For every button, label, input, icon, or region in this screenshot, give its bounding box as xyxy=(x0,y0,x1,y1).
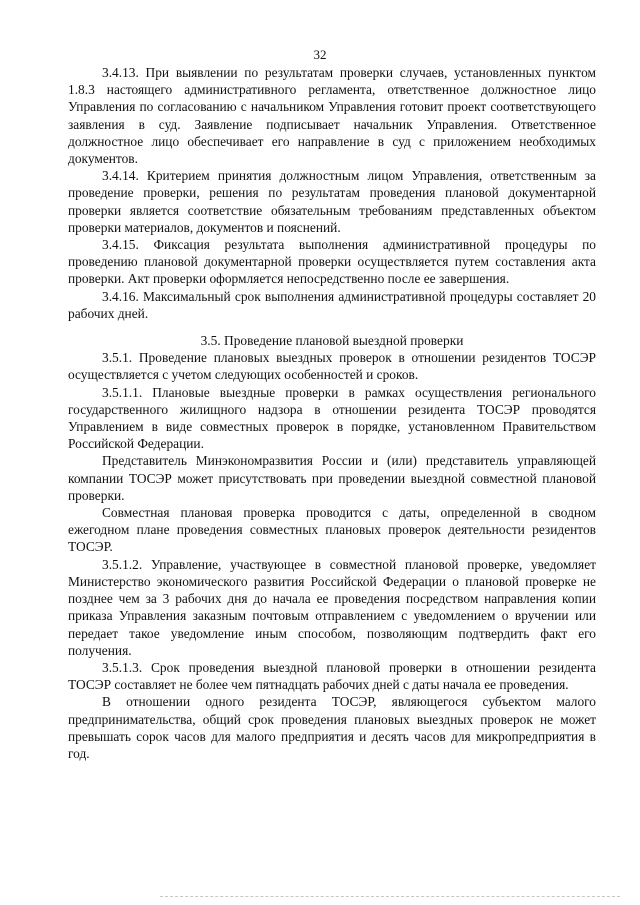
paragraph-3-4-15: 3.4.15. Фиксация результата выполнения административной процедуры по проведению плановой документарной проверки осуществляется путем составления акта проверки. Акт проверки оформляется непосредственно после ее завершения. xyxy=(68,237,596,287)
paragraph-joint-inspection: Совместная плановая проверка проводится с даты, определенной в сводном ежегодном плане проведения совместных плановых проверок деятельности резидентов ТОСЭР. xyxy=(68,505,596,555)
paragraph-representative: Представитель Минэкономразвития России и (или) представитель управляющей компании ТОСЭР может присутствовать при проведении выездной совместной плановой проверки. xyxy=(68,453,596,503)
document-body xyxy=(68,64,596,762)
page-number: 32 xyxy=(313,47,327,62)
paragraph-3-4-14: 3.4.14. Критерием принятия должностным лицом Управления, ответственным за проведение проверки, решения по результатам проведения плановой документарной проверки является соответствие обязательным требованиям представленных объектом проверки материалов, документов и пояснений. xyxy=(68,168,596,235)
paragraph-3-5-1: 3.5.1. Проведение плановых выездных проверок в отношении резидентов ТОСЭР осуществляется с учетом следующих особенностей и сроков. xyxy=(68,350,596,383)
paragraph-3-4-13: 3.4.13. При выявлении по результатам проверки случаев, установленных пунктом 1.8.3 настоящего административного регламента, ответственное должностное лицо Управления по согласованию с начальником Управления готовит проект соответствующего заявления в суд. Заявление подписывает начальник Управления. Ответственное должностное лицо обеспечивает его направление в суд с приложением необходимых документов. xyxy=(68,65,596,167)
paragraph-3-5-1-2: 3.5.1.2. Управление, участвующее в совместной плановой проверке, уведомляет Министерство экономического развития Российской Федерации о плановой проверке не позднее чем за 3 рабочих дня до начала ее проведения посредством направления копии приказа Управления заказным почтовым отправлением с уведомлением о вручении или передает такое уведомление иным способом, позволяющим подтвердить факт его получения. xyxy=(68,556,596,658)
paragraph-3-5-1-1: 3.5.1.1. Плановые выездные проверки в рамках осуществления регионального государственного жилищного надзора в отношении резидента ТОСЭР проводятся Управлением в виде совместных проверок в порядке, установленном Правительством Российской Федерации. xyxy=(68,384,596,452)
paragraph-small-business: В отношении одного резидента ТОСЭР, являющегося субъектом малого предпринимательства, общий срок проведения плановых выездных проверок не может превышать сорок часов для малого предприятия и десять часов для микропредприятия в год. xyxy=(68,694,596,761)
section-heading: 3.5. Проведение плановой выездной проверки xyxy=(200,333,464,349)
scan-artifact-divider xyxy=(160,896,620,901)
paragraph-3-4-16: 3.4.16. Максимальный срок выполнения административной процедуры составляет 20 рабочих дней. xyxy=(68,288,596,321)
paragraph-3-5-1-3: 3.5.1.3. Срок проведения выездной плановой проверки в отношении резидента ТОСЭР составляет не более чем пятнадцать рабочих дней с даты начала ее проведения. xyxy=(68,659,596,693)
